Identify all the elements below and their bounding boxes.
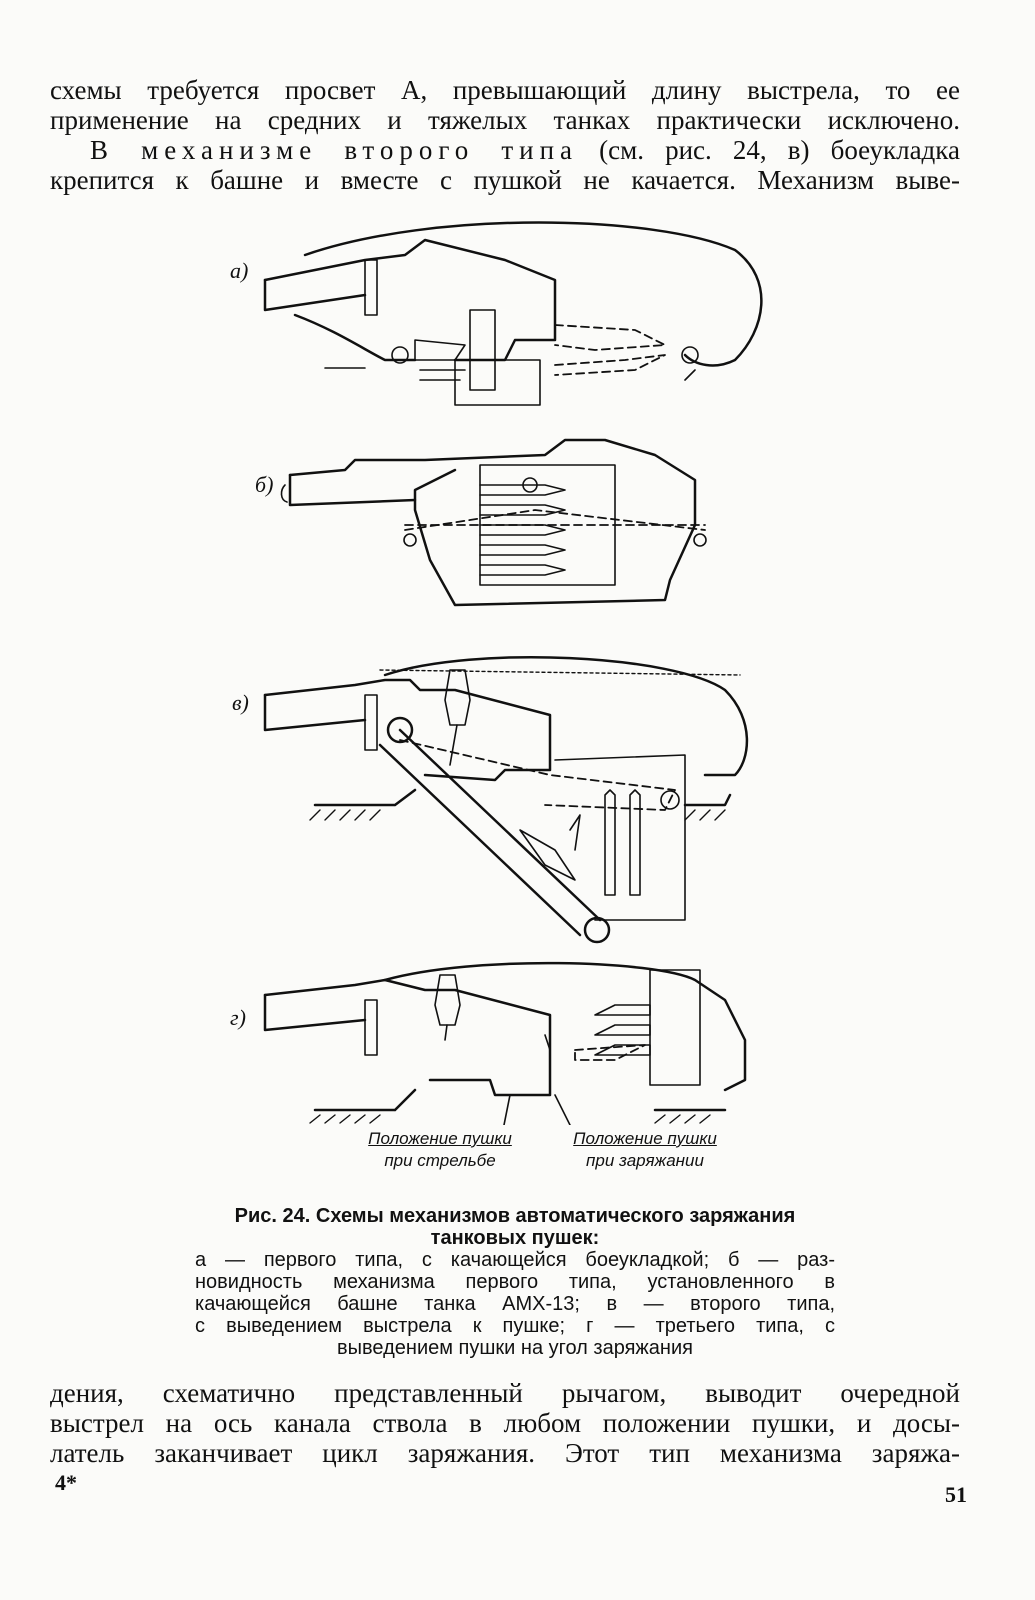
caption-title: Рис. 24. Схемы механизмов автоматического заряжания [234, 1205, 796, 1227]
caption-line: новидность механизма первого типа, установленного в [195, 1271, 835, 1293]
callout-loading-position [565, 1128, 725, 1172]
caption-line: качающейся башне танка АМХ-13; в — второго типа, [195, 1293, 835, 1315]
text-line: применение на средних и тяжелых танках практически исключено. [50, 105, 960, 135]
signature-mark: 4* [55, 1470, 77, 1495]
page-number: 51 [945, 1482, 967, 1507]
callout-firing-position [360, 1128, 520, 1172]
callout-line: Положение пушки [368, 1129, 512, 1148]
diagram-b [275, 430, 735, 630]
figure-label-v: в) [232, 690, 249, 715]
text-line: дения, схематично представленный рычагом, выводит очередной [50, 1378, 960, 1408]
text-line: латель заканчивает цикл заряжания. Этот тип механизма заряжа- [50, 1438, 960, 1468]
text-line: выстрел на ось канала ствола в любом положении пушки, и досы- [50, 1408, 960, 1438]
callout-line: при стрельбе [384, 1151, 496, 1170]
caption-line: с выведением выстрела к пушке; г — третьего типа, с [195, 1315, 835, 1337]
caption-line: а — первого типа, с качающейся боеукладкой; б — раз- [195, 1249, 835, 1271]
text-line: схемы требуется просвет А, превышающий длину выстрела, то ее [50, 75, 960, 105]
emphasis-text: В механизме второго типа [90, 135, 579, 165]
caption-line: выведением пушки на угол заряжания [337, 1337, 693, 1359]
diagram-g [255, 960, 755, 1125]
text-line [90, 135, 960, 165]
text-fragment: (см. рис. 24, в) боеукладка [578, 135, 960, 165]
diagram-v [255, 650, 755, 950]
diagram-a [255, 220, 775, 420]
figure-label-g: г) [230, 1005, 246, 1030]
callout-line: при заряжании [586, 1151, 704, 1170]
callout-line: Положение пушки [573, 1129, 717, 1148]
figure-label-a: а) [230, 258, 249, 283]
caption-title: танковых пушек: [430, 1227, 600, 1249]
figure-caption [195, 1205, 835, 1359]
figure-label-b: б) [255, 472, 274, 497]
text-line: крепится к башне и вместе с пушкой не качается. Механизм выве- [50, 165, 960, 195]
